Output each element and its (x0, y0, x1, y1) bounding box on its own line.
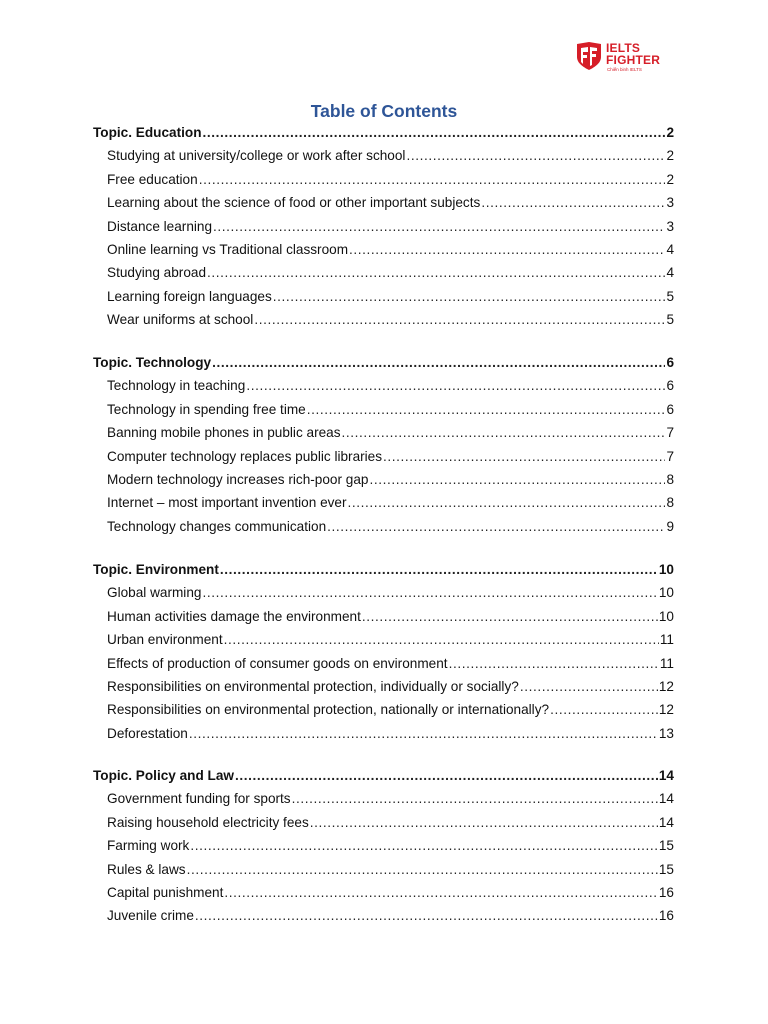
toc-entry-label: Topic. Technology (93, 355, 212, 370)
toc-entry-row[interactable] (107, 171, 674, 188)
toc-page-number: 5 (666, 312, 674, 328)
toc-entry-label: Deforestation (107, 725, 188, 741)
dot-leader (307, 401, 666, 418)
toc-entry-label: Internet – most important invention ever (107, 495, 347, 511)
toc-entry-row[interactable] (107, 401, 674, 418)
dot-leader (254, 311, 665, 328)
toc-entry-label: Capital punishment (107, 885, 224, 900)
toc-page-number: 2 (666, 148, 674, 164)
toc-entry-label: Topic. Environment (93, 562, 219, 577)
toc-entry-row[interactable] (107, 655, 674, 672)
toc-entry-label: Topic. Policy and Law (93, 768, 234, 783)
toc-entry-label: Free education (107, 171, 198, 187)
toc-page-number: 10 (658, 585, 674, 601)
dot-leader (202, 584, 657, 601)
toc-entry-row[interactable] (107, 448, 674, 465)
toc-entry-row[interactable] (107, 884, 674, 901)
toc-entry-label: Responsibilities on environmental protection, nationally or internationally? (107, 702, 550, 718)
toc-entry-label: Urban environment (107, 632, 223, 648)
toc-entry-row[interactable] (107, 608, 674, 625)
toc-page-number: 7 (666, 448, 674, 464)
toc-topic-row[interactable] (93, 354, 674, 371)
toc-page-number: 14 (658, 814, 674, 830)
toc-topic-row[interactable] (93, 124, 674, 141)
toc-entry-label: Modern technology increases rich-poor gap (107, 472, 369, 487)
toc-entry-row[interactable] (107, 584, 674, 601)
toc-page-number: 10 (658, 562, 674, 577)
toc-page-number: 11 (659, 655, 674, 671)
dot-leader (550, 701, 658, 718)
toc-page-number: 2 (666, 171, 674, 187)
toc-entry-row[interactable] (107, 907, 674, 924)
toc-entry-row[interactable] (107, 861, 674, 878)
toc-entry-label: Effects of production of consumer goods on environment (107, 655, 448, 671)
dot-leader (362, 608, 658, 625)
dot-leader (224, 884, 658, 901)
toc-entry-row[interactable] (107, 678, 674, 695)
toc-entry-row[interactable] (107, 288, 674, 305)
toc-page-number: 16 (658, 885, 674, 900)
toc-entry-row[interactable] (107, 264, 674, 281)
dot-leader (327, 518, 665, 535)
toc-entry-label: Studying abroad (107, 265, 207, 281)
dot-leader (235, 767, 658, 784)
toc-entry-row[interactable] (107, 241, 674, 258)
toc-topic-row[interactable] (93, 767, 674, 784)
toc-page-number: 14 (658, 791, 674, 807)
toc-topic-row[interactable] (93, 561, 674, 578)
toc-entry-label: Banning mobile phones in public areas (107, 425, 341, 441)
dot-leader (187, 861, 658, 878)
dot-leader (212, 354, 665, 371)
toc-page-number: 6 (666, 401, 674, 417)
toc-entry-label: Farming work (107, 838, 190, 854)
toc-entry-label: Government funding for sports (107, 791, 291, 807)
toc-entry-label: Technology in spending free time (107, 401, 306, 417)
dot-leader (383, 448, 665, 465)
toc-entry-label: Rules & laws (107, 861, 186, 877)
toc-entry-row[interactable] (107, 218, 674, 235)
toc-page-number: 10 (658, 608, 674, 624)
toc-entry-row[interactable] (107, 814, 674, 831)
toc-page-number: 9 (666, 518, 674, 534)
dot-leader (207, 264, 665, 281)
dot-leader (349, 241, 665, 258)
dot-leader (220, 561, 658, 578)
toc-entry-label: Topic. Education (93, 125, 202, 140)
toc-entry-label: Studying at university/college or work after school (107, 148, 406, 164)
toc-entry-row[interactable] (107, 194, 674, 211)
toc-page-number: 8 (666, 472, 674, 487)
toc-page-number: 12 (658, 702, 674, 718)
toc-entry-row[interactable] (107, 377, 674, 394)
toc-entry-label: Juvenile crime (107, 908, 194, 924)
toc-page-number: 16 (658, 908, 674, 924)
dot-leader (195, 907, 658, 924)
toc-entry-label: Online learning vs Traditional classroom (107, 242, 349, 257)
toc-page-number: 6 (666, 378, 674, 394)
toc-entry-row[interactable] (107, 725, 674, 742)
dot-leader (213, 218, 665, 235)
toc-entry-label: Raising household electricity fees (107, 814, 309, 830)
toc-entry-row[interactable] (107, 837, 674, 854)
toc-page-number: 3 (666, 195, 674, 211)
toc-entry-row[interactable] (107, 471, 674, 488)
dot-leader (203, 124, 666, 141)
toc-page-number: 11 (659, 632, 674, 648)
toc-entry-label: Technology in teaching (107, 378, 246, 394)
dot-leader (369, 471, 665, 488)
toc-page-number: 13 (658, 725, 674, 741)
toc-entry-label: Wear uniforms at school (107, 312, 254, 328)
dot-leader (224, 631, 659, 648)
dot-leader (273, 288, 666, 305)
toc-page-number: 3 (666, 218, 674, 234)
toc-page-number: 8 (666, 495, 674, 511)
logo-tagline: Chiến binh IELTS (607, 67, 642, 72)
toc-entry-label: Responsibilities on environmental protection, individually or socially? (107, 679, 519, 694)
toc-entry-row[interactable] (107, 424, 674, 441)
dot-leader (189, 725, 658, 742)
toc-entry-row[interactable] (107, 147, 674, 164)
toc-page-number: 4 (666, 265, 674, 281)
logo-line2: FIGHTER (606, 53, 661, 67)
dot-leader (348, 494, 666, 511)
toc-entry-label: Global warming (107, 585, 202, 601)
toc-title: Table of Contents (310, 101, 458, 121)
toc-page-number: 15 (658, 838, 674, 854)
dot-leader (406, 147, 665, 164)
toc-page-number: 12 (658, 679, 674, 694)
toc-entry-label: Learning foreign languages (107, 288, 272, 304)
toc-page-number: 2 (666, 125, 674, 140)
dot-leader (190, 837, 658, 854)
toc-page-number: 7 (666, 425, 674, 441)
dot-leader (199, 171, 666, 188)
toc-entry-row[interactable] (107, 631, 674, 648)
toc-entry-row[interactable] (107, 518, 674, 535)
toc-page-number: 14 (658, 768, 674, 783)
toc-entry-label: Computer technology replaces public libraries (107, 448, 383, 464)
toc-page-number: 4 (666, 242, 674, 257)
dot-leader (520, 678, 658, 695)
dot-leader (246, 377, 665, 394)
dot-leader (292, 790, 658, 807)
toc-page-number: 5 (666, 288, 674, 304)
toc-entry-row[interactable] (107, 701, 674, 718)
toc-page-number: 6 (666, 355, 674, 370)
dot-leader (342, 424, 666, 441)
toc-entry-row[interactable] (107, 311, 674, 328)
logo-line1: IELTS (606, 41, 641, 55)
toc-entry-row[interactable] (107, 790, 674, 807)
toc-entry-label: Distance learning (107, 218, 213, 234)
toc-entry-label: Human activities damage the environment (107, 608, 361, 624)
dot-leader (481, 194, 665, 211)
dot-leader (449, 655, 659, 672)
toc-entry-label: Technology changes communication (107, 518, 327, 534)
dot-leader (310, 814, 658, 831)
toc-entry-label: Learning about the science of food or other important subjects (107, 195, 481, 211)
toc-entry-row[interactable] (107, 494, 674, 511)
toc-page-number: 15 (658, 861, 674, 877)
